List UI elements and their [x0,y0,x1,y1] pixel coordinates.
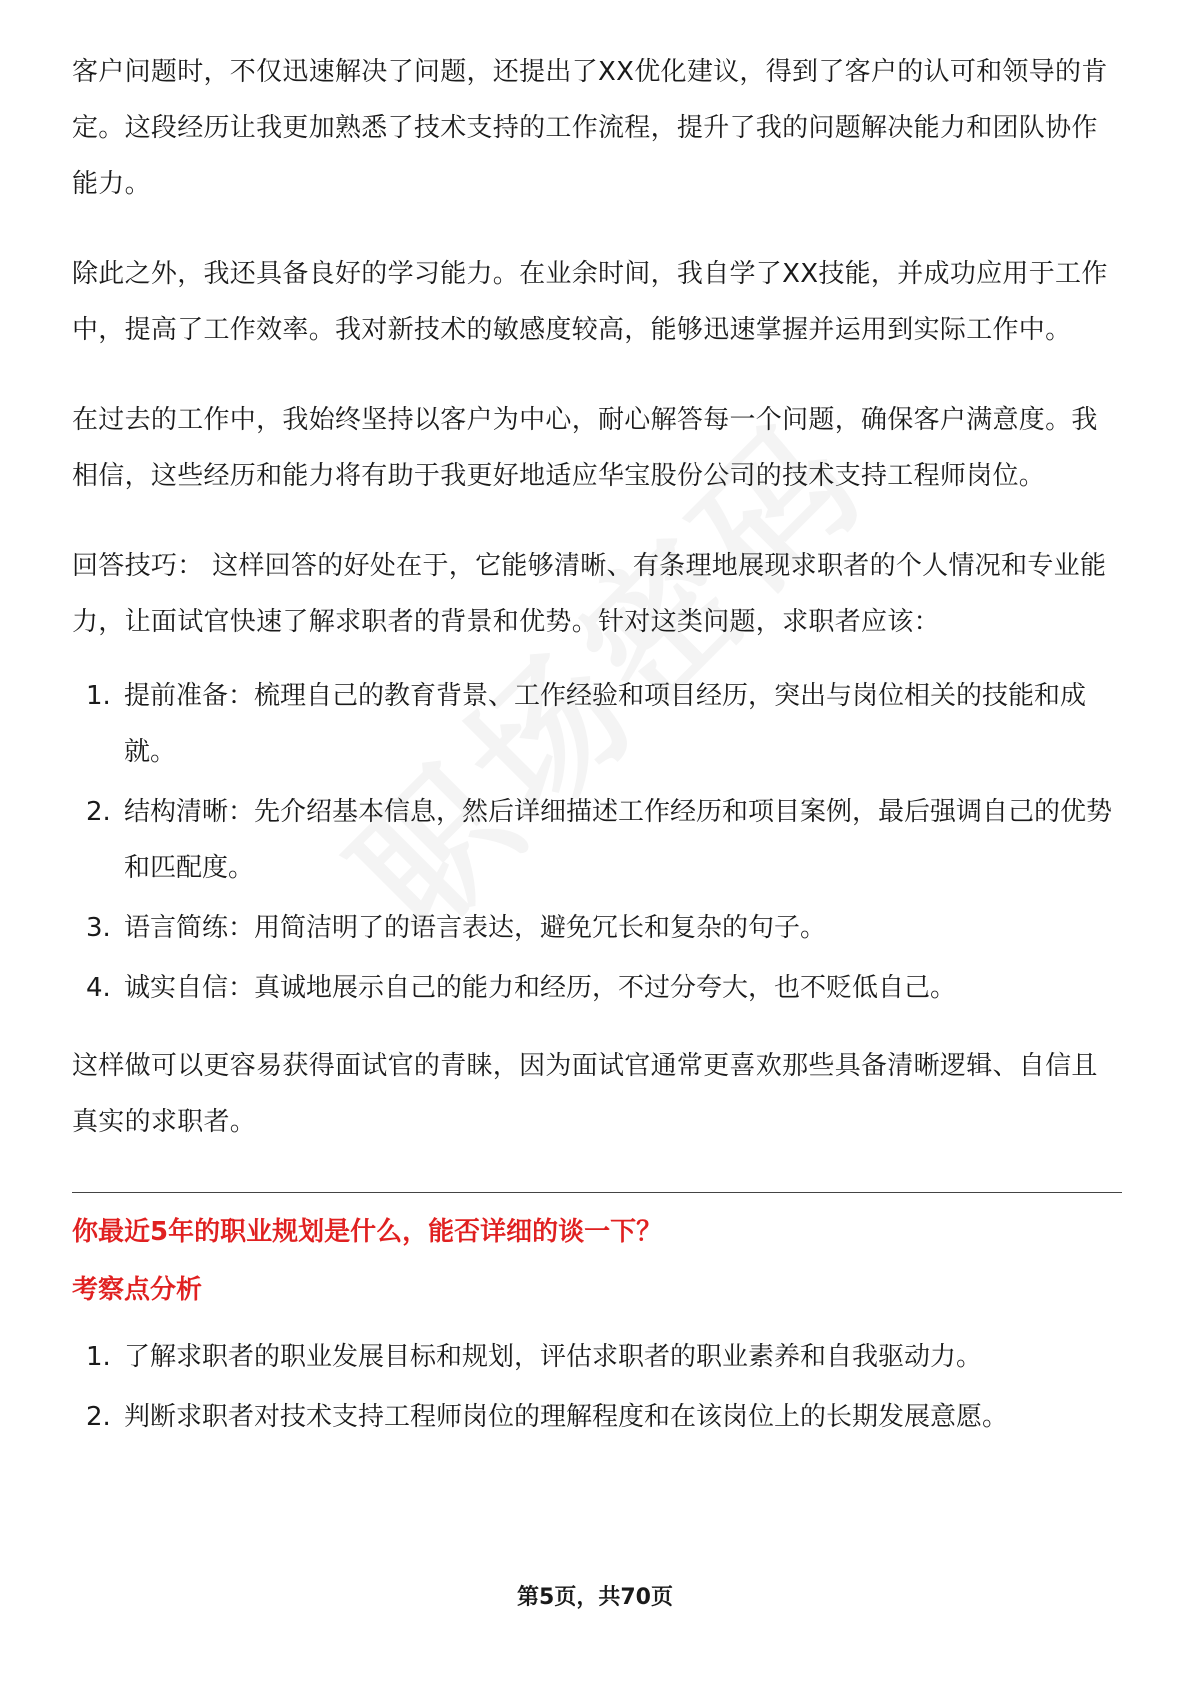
paragraph-conclusion: 这样做可以更容易获得面试官的青睐，因为面试官通常更喜欢那些具备清晰逻辑、自信且真实的求职者。 [72,1051,1098,1137]
list-item [72,1329,1122,1385]
list-item [72,900,1122,956]
paragraph-experience: 客户问题时，不仅迅速解决了问题，还提出了XX优化建议，得到了客户的认可和领导的肯定。这段经历让我更加熟悉了技术支持的工作流程，提升了我的问题解决能力和团队协作能力。 [72,57,1108,199]
list-number: 2. [86,797,111,827]
paragraph-answer-tips: 回答技巧： 这样回答的好处在于，它能够清晰、有条理地展现求职者的个人情况和专业能力，让面试官快速了解求职者的背景和优势。针对这类问题，求职者应该： [72,551,1107,637]
list-number: 4. [86,973,111,1003]
question-heading: 你最近5年的职业规划是什么，能否详细的谈一下？ [72,1217,663,1247]
page-footer: 第5页，共70页 [517,1585,673,1610]
list-number: 2. [86,1402,111,1432]
paragraph-customer-focus: 在过去的工作中，我始终坚持以客户为中心，耐心解答每一个问题，确保客户满意度。我相信，这些经历和能力将有助于我更好地适应华宝股份公司的技术支持工程师岗位。 [72,405,1098,491]
list-item [72,668,1122,780]
list-item [72,960,1122,1016]
page-content [72,44,1122,1445]
list-text: 提前准备：梳理自己的教育背景、工作经验和项目经历，突出与岗位相关的技能和成就。 [124,681,1087,767]
list-item [72,784,1122,896]
list-number: 1. [86,1342,111,1372]
list-number: 1. [86,681,111,711]
analysis-list [72,1329,1122,1445]
tips-list [72,668,1122,1016]
analysis-heading: 考察点分析 [72,1275,203,1305]
list-text: 判断求职者对技术支持工程师岗位的理解程度和在该岗位上的长期发展意愿。 [124,1402,1009,1432]
paragraph-learning: 除此之外，我还具备良好的学习能力。在业余时间，我自学了XX技能，并成功应用于工作中，提高了工作效率。我对新技术的敏感度较高，能够迅速掌握并运用到实际工作中。 [72,259,1108,345]
list-text: 语言简练：用简洁明了的语言表达，避免冗长和复杂的句子。 [124,913,827,943]
list-text: 了解求职者的职业发展目标和规划，评估求职者的职业素养和自我驱动力。 [124,1342,983,1372]
list-number: 3. [86,913,111,943]
section-divider [72,1192,1122,1193]
list-text: 诚实自信：真诚地展示自己的能力和经历，不过分夸大，也不贬低自己。 [124,973,957,1003]
list-text: 结构清晰：先介绍基本信息，然后详细描述工作经历和项目案例，最后强调自己的优势和匹配度。 [124,797,1113,883]
list-item [72,1389,1122,1445]
